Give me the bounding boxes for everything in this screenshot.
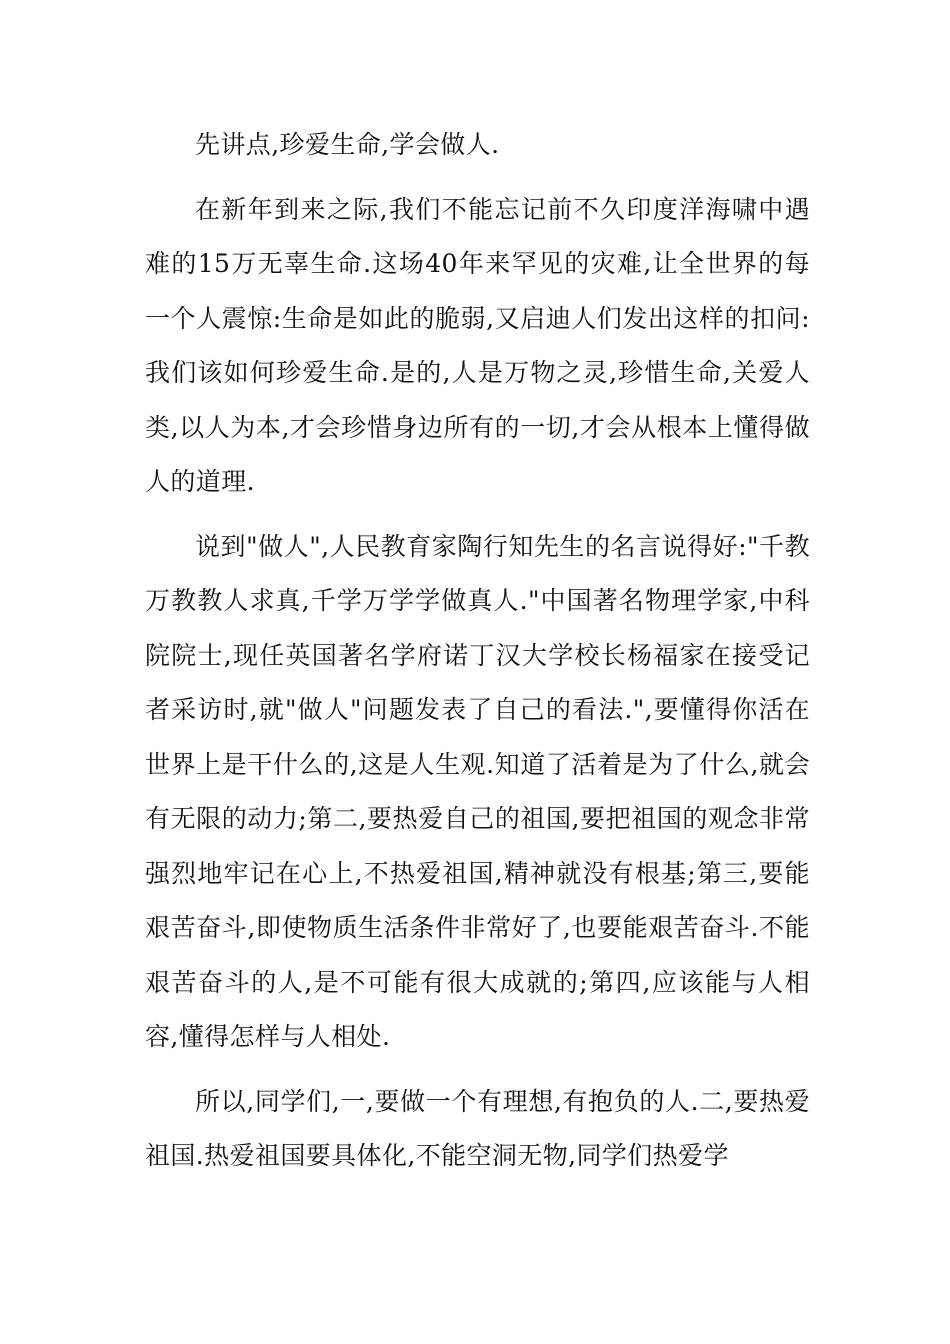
document-body xyxy=(145,118,810,1194)
paragraph-intro: 先讲点,珍爱生命,学会做人. xyxy=(195,130,500,159)
paragraph-being-human: 说到"做人",人民教育家陶行知先生的名言说得好:"千教万教教人求真,千学万学学做真人."中国著名物理学家,中科院院士,现任英国著名学府诺丁汉大学校长杨福家在接受记者采访时,就"做人"问题发表了自己的看法.",要懂得你活在世界上是干什么的,这是人生观.知道了活着是为了什么,就会有无限的动力;第二,要热爱自己的祖国,要把祖国的观念非常强烈地牢记在心上,不热爱祖国,精神就没有根基;第三,要能艰苦奋斗,即使物质生活条件非常好了,也要能艰苦奋斗.不能艰苦奋斗的人,是不可能有很大成就的;第四,应该能与人相容,懂得怎样与人相处. xyxy=(145,531,810,1051)
paragraph-conclusion: 所以,同学们,一,要做一个有理想,有抱负的人.二,要热爱祖国.热爱祖国要具体化,不能空洞无物,同学们热爱学 xyxy=(145,1086,810,1170)
paragraph-tsunami: 在新年到来之际,我们不能忘记前不久印度洋海啸中遇难的15万无辜生命.这场40年来罕见的灾难,让全世界的每一个人震惊:生命是如此的脆弱,又启迪人们发出这样的扣问:我们该如何珍爱生命.是的,人是万物之灵,珍惜生命,关爱人类,以人为本,才会珍惜身边所有的一切,才会从根本上懂得做人的道理. xyxy=(145,194,810,496)
